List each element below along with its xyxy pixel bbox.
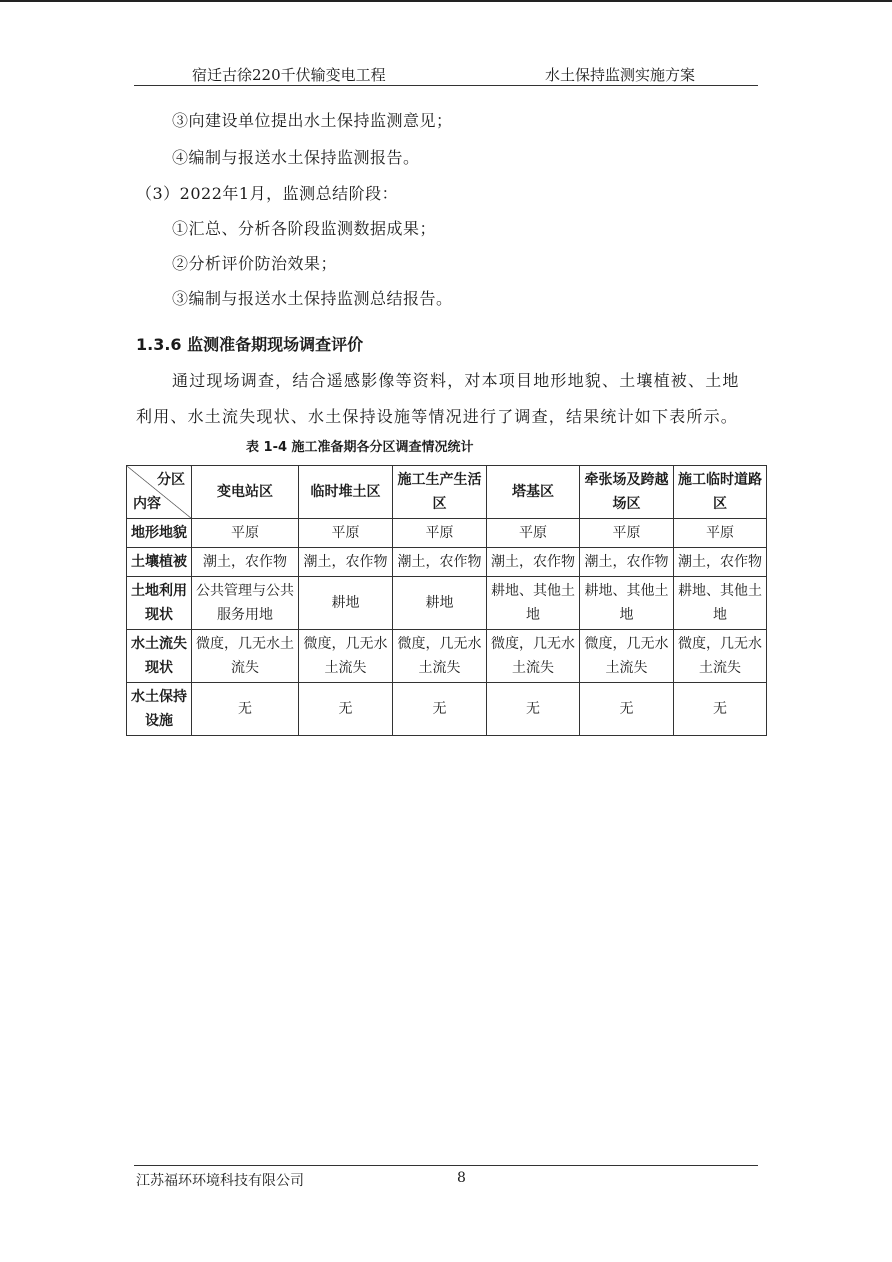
table-cell: 平原 xyxy=(299,519,393,548)
table-cell: 无 xyxy=(487,683,580,736)
table-cell: 公共管理与公共服务用地 xyxy=(192,577,299,630)
table-cell: 微度，几无水土流失 xyxy=(192,630,299,683)
list-item: ①汇总、分析各阶段监测数据成果； xyxy=(172,219,437,238)
column-header: 施工临时道路区 xyxy=(674,466,767,519)
table-header-row xyxy=(127,466,767,519)
table-cell: 耕地 xyxy=(299,577,393,630)
column-header: 临时堆土区 xyxy=(299,466,393,519)
column-header: 施工生产生活区 xyxy=(393,466,487,519)
table-cell: 无 xyxy=(674,683,767,736)
table-row xyxy=(127,519,767,548)
table-cell: 微度，几无水土流失 xyxy=(487,630,580,683)
table-cell: 潮土，农作物 xyxy=(580,548,674,577)
row-header: 水土保持设施 xyxy=(127,683,192,736)
table-row xyxy=(127,683,767,736)
table-cell: 潮土，农作物 xyxy=(192,548,299,577)
table-cell: 平原 xyxy=(487,519,580,548)
list-item: ④编制与报送水土保持监测报告。 xyxy=(172,148,420,167)
table-row xyxy=(127,548,767,577)
row-header: 地形地貌 xyxy=(127,519,192,548)
header-divider xyxy=(134,85,758,86)
table-cell: 平原 xyxy=(580,519,674,548)
row-header: 土地利用现状 xyxy=(127,577,192,630)
list-item: ②分析评价防治效果； xyxy=(172,254,338,273)
table-cell: 微度，几无水土流失 xyxy=(393,630,487,683)
table-cell: 潮土，农作物 xyxy=(674,548,767,577)
table-corner-cell xyxy=(127,466,192,519)
footer-divider xyxy=(134,1165,758,1166)
corner-label-bottom: 内容 xyxy=(133,496,161,512)
table-cell: 耕地、其他土地 xyxy=(487,577,580,630)
column-header: 塔基区 xyxy=(487,466,580,519)
section-title: 1.3.6 监测准备期现场调查评价 xyxy=(136,335,364,354)
table-row xyxy=(127,577,767,630)
table-row xyxy=(127,630,767,683)
survey-table xyxy=(126,465,767,736)
table-cell: 无 xyxy=(299,683,393,736)
paragraph-line: 利用、水土流失现状、水土保持设施等情况进行了调查，结果统计如下表所示。 xyxy=(136,407,739,426)
table-cell: 平原 xyxy=(192,519,299,548)
table-cell: 微度，几无水土流失 xyxy=(580,630,674,683)
footer-company: 江苏福环环境科技有限公司 xyxy=(136,1173,304,1189)
table-cell: 耕地、其他土地 xyxy=(674,577,767,630)
table-cell: 耕地 xyxy=(393,577,487,630)
page-number: 8 xyxy=(457,1170,466,1186)
table-cell: 微度，几无水土流失 xyxy=(674,630,767,683)
column-header: 牵张场及跨越场区 xyxy=(580,466,674,519)
table-cell: 潮土，农作物 xyxy=(393,548,487,577)
table-cell: 耕地、其他土地 xyxy=(580,577,674,630)
row-header: 土壤植被 xyxy=(127,548,192,577)
page-top-border xyxy=(0,0,892,2)
table-caption: 表 1-4 施工准备期各分区调查情况统计 xyxy=(246,440,474,455)
list-item: ③向建设单位提出水土保持监测意见； xyxy=(172,111,453,130)
paragraph-line: 通过现场调查，结合遥感影像等资料，对本项目地形地貌、土壤植被、土地 xyxy=(172,371,740,390)
column-header: 变电站区 xyxy=(192,466,299,519)
stage-heading: （3）2022年1月，监测总结阶段： xyxy=(136,184,399,203)
corner-label-top: 分区 xyxy=(157,472,185,488)
table-cell: 潮土，农作物 xyxy=(299,548,393,577)
row-header: 水土流失现状 xyxy=(127,630,192,683)
table-cell: 无 xyxy=(580,683,674,736)
header-project-title: 宿迁古徐220千伏输变电工程 xyxy=(192,66,386,84)
table-cell: 无 xyxy=(393,683,487,736)
list-item: ③编制与报送水土保持监测总结报告。 xyxy=(172,289,453,308)
table-cell: 无 xyxy=(192,683,299,736)
table-cell: 微度，几无水土流失 xyxy=(299,630,393,683)
header-document-title: 水土保持监测实施方案 xyxy=(545,66,696,84)
table-cell: 平原 xyxy=(393,519,487,548)
table-cell: 平原 xyxy=(674,519,767,548)
table-cell: 潮土，农作物 xyxy=(487,548,580,577)
